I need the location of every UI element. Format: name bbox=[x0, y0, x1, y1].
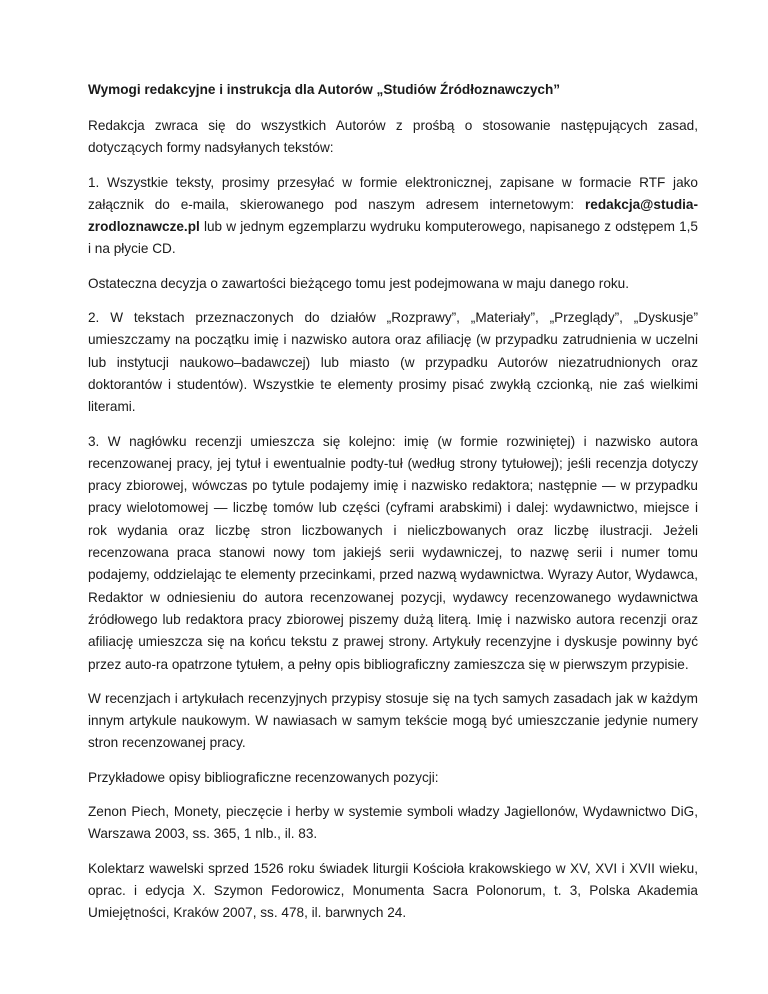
example-2-paragraph: Kolektarz wawelski sprzed 1526 roku świadek liturgii Kościoła krakowskiego w XV, XVI i XVII wieku, oprac. i edycja X. Szymon Fedorowicz, Monumenta Sacra Polonorum, t. 3, Polska Akademia Umiejętności, Kraków 2007, ss. 478, il. barwnych 24. bbox=[88, 860, 698, 921]
decision-paragraph: Ostateczna decyzja o zawartości bieżącego tomu jest podejmowana w maju danego roku. bbox=[88, 275, 630, 291]
rule-1-text-before: 1. Wszystkie teksty, prosimy przesyłać w formie elektronicznej, zapisane w formacie RTF jako załącznik do e-maila, skierowanego pod naszym adresem internetowym: bbox=[88, 174, 698, 212]
examples-heading: Przykładowe opisy bibliograficzne recenzowanych pozycji: bbox=[88, 769, 439, 785]
footnotes-paragraph: W recenzjach i artykułach recenzyjnych przypisy stosuje się na tych samych zasadach jak w każdym innym artykule naukowym. W nawiasach w samym tekście mogą być umieszczanie jedynie numery stron recenzowanej pracy. bbox=[88, 690, 698, 751]
example-1-paragraph: Zenon Piech, Monety, pieczęcie i herby w systemie symboli władzy Jagiellonów, Wydawnictwo DiG, Warszawa 2003, ss. 365, 1 nlb., il. 83. bbox=[88, 804, 698, 842]
rule-1-paragraph bbox=[88, 172, 698, 261]
intro-paragraph: Redakcja zwraca się do wszystkich Autorów z prośbą o stosowanie następujących zasad, dotyczących formy nadsyłanych tekstów: bbox=[88, 118, 698, 156]
rule-2-paragraph: 2. W tekstach przeznaczonych do działów „Rozprawy”, „Materiały”, „Przeglądy”, „Dyskusje” umieszczamy na początku imię i nazwisko autora oraz afiliację (w przypadku zatrudnienia w uczelni lub instytucji naukowo–badawczej) lub miasto (w przypadku Autorów niezatrudnionych oraz doktorantów i studentów). Wszystkie te elementy prosimy pisać zwykłą czcionką, nie zaś wielkimi literami. bbox=[88, 310, 698, 415]
document-title: Wymogi redakcyjne i instrukcja dla Autorów „Studiów Źródłoznawczych” bbox=[88, 82, 561, 97]
rule-3-paragraph: 3. W nagłówku recenzji umieszcza się kolejno: imię (w formie rozwiniętej) i nazwisko autora recenzowanej pracy, jej tytuł i ewentualnie podty-tuł (według strony tytułowej); jeśli recenzja dotyczy pracy zbiorowej, wówczas po tytule podajemy imię i nazwisko redaktora; następnie — w przypadku pracy wielotomowej — liczbę tomów lub części (cyframi arabskimi) i dalej: wydawnictwo, miejsce i rok wydania oraz liczbę stron liczbowanych i nieliczbowanych oraz liczbę ilustracji. Jeżeli recenzowana praca stanowi nowy tom jakiejś serii wydawniczej, to nazwę serii i numer tomu podajemy, oddzielając te elementy przecinkami, przed nazwą wydawnictwa. Wyrazy Autor, Wydawca, Redaktor w odniesieniu do autora recenzowanej pozycji, wydawcy recenzowanego wydawnictwa źródłowego lub redaktora pracy zbiorowej piszemy dużą literą. Imię i nazwisko autora recenzji oraz afiliację umieszcza się na końcu tekstu z prawej strony. Artykuły recenzyjne i dyskusje powinny być przez auto-ra opatrzone tytułem, a pełny opis bibliograficzny zamieszcza się w pierwszym przypisie. bbox=[88, 433, 698, 672]
email-address: redakcja@studia-zrodloznawcze.pl bbox=[88, 196, 698, 235]
rule-1-text-after: lub w jednym egzemplarzu wydruku komputerowego, napisanego z odstępem 1,5 i na płycie CD. bbox=[88, 219, 698, 257]
